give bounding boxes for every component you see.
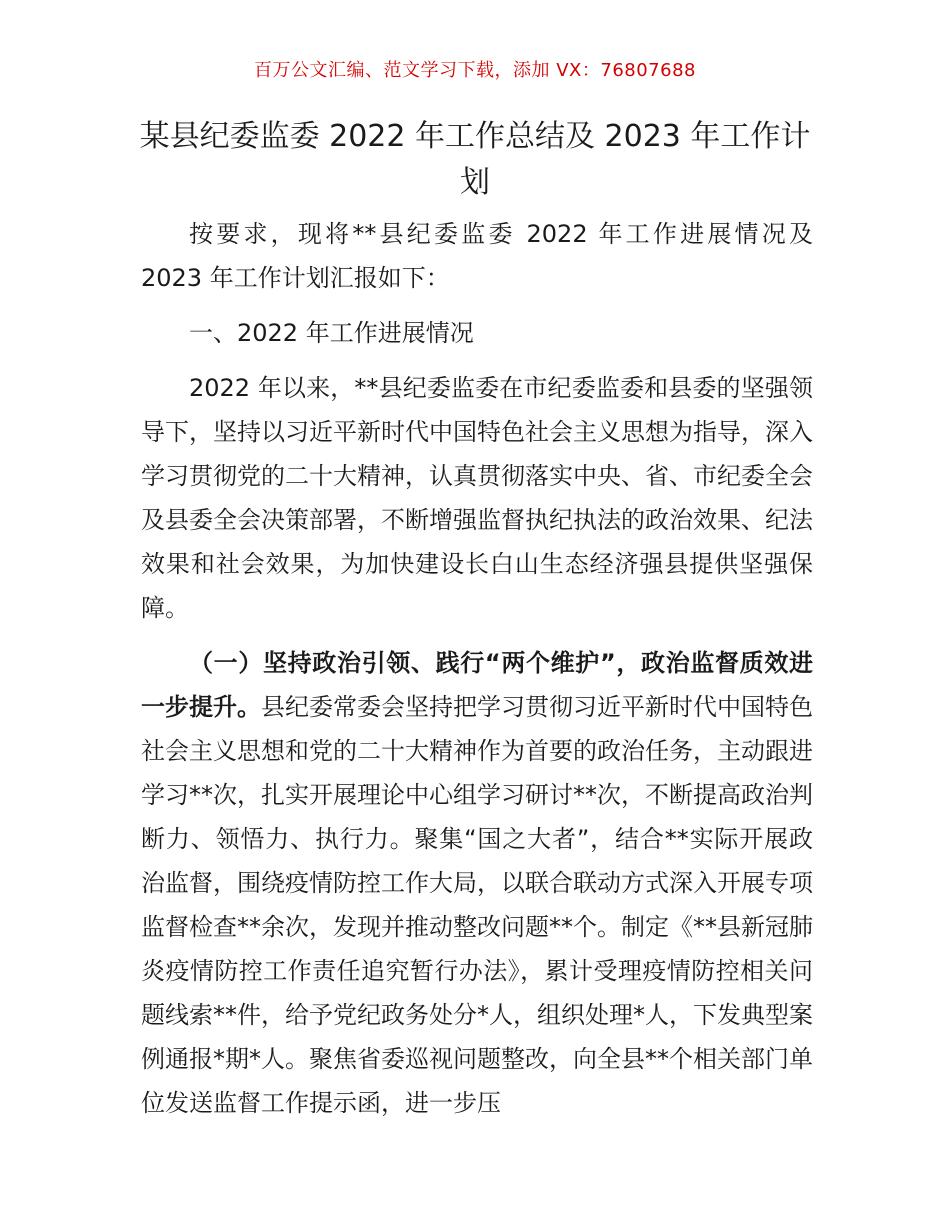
section-heading: 一、2022 年工作进展情况 [189, 319, 474, 347]
item1-lead: （一）坚持政治引领、践行“两个维护”，政治监督质效进一步提升。 [141, 649, 813, 721]
item1-body: 县纪委常委会坚持把学习贯彻习近平新时代中国特色社会主义思想和党的二十大精神作为首要的政治任务，主动跟进学习**次，扎实开展理论中心组学习研讨**次，不断提高政治判断力、领悟力、执行力。聚集“国之大者”，结合**实际开展政治监督，围绕疫情防控工作大局，以联合联动方式深入开展专项监督检查**余次，发现并推动整改问题**个。制定《**县新冠肺炎疫情防控工作责任追究暂行办法》，累计受理疫情防控相关问题线索**件，给予党纪政务处分*人，组织处理*人，下发典型案例通报*期*人。聚焦省委巡视问题整改，向全县**个相关部门单位发送监督工作提示函，进一步压 [141, 693, 813, 1117]
intro-paragraph: 按要求，现将**县纪委监委 2022 年工作进展情况及 2023 年工作计划汇报如下： [141, 220, 813, 292]
page-title: 某县纪委监委 2022 年工作总结及 2023 年工作计划 [139, 119, 811, 200]
overview-paragraph: 2022 年以来，**县纪委监委在市纪委监委和县委的坚强领导下，坚持以习近平新时代中国特色社会主义思想为指导，深入学习贯彻党的二十大精神，认真贯彻落实中央、省、市纪委全会及县委全会决策部署，不断增强监督执纪执法的政治效果、纪法效果和社会效果，为加快建设长白山生态经济强县提供坚强保障。 [141, 374, 813, 622]
document-body [141, 212, 813, 1136]
download-banner: 百万公文汇编、范文学习下载，添加 VX：76807688 [254, 60, 696, 81]
item1-paragraph [141, 641, 813, 1125]
